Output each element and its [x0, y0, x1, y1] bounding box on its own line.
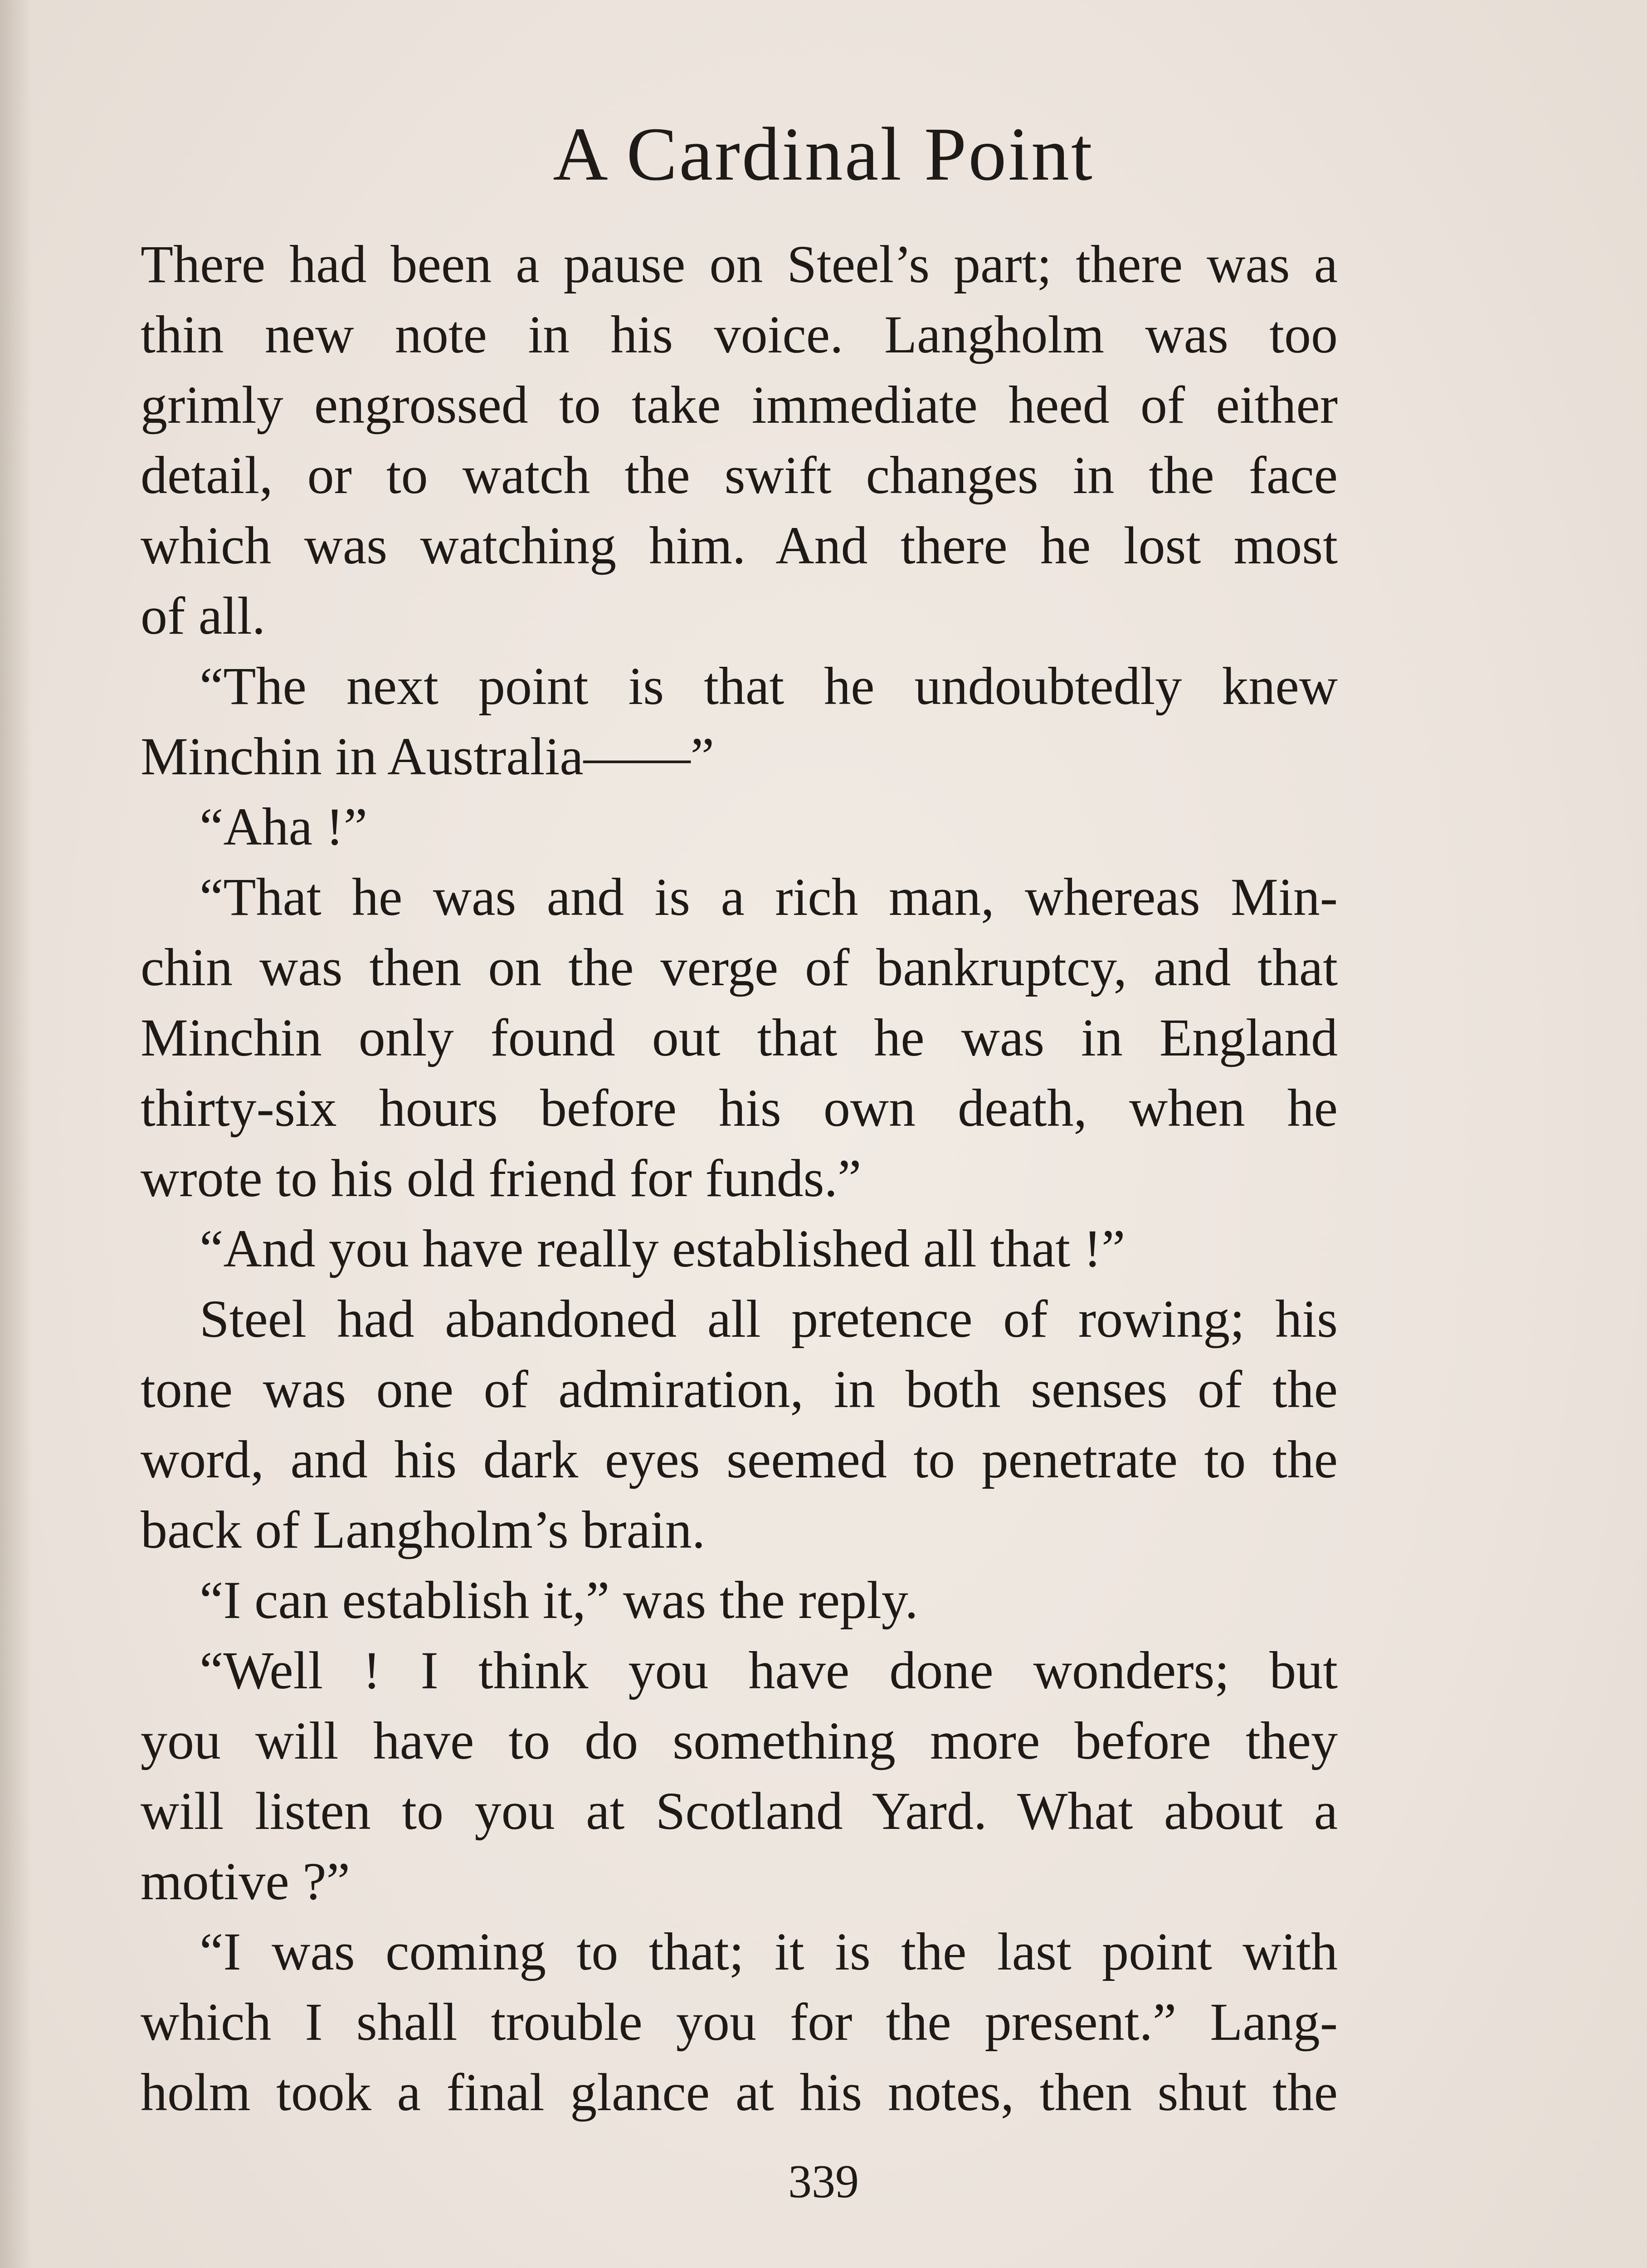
text-line: detail, or to watch the swift changes in the face: [141, 445, 1338, 505]
text-line: wrote to his old friend for funds.”: [141, 1149, 862, 1208]
text-line: “The next point is that he undoubtedly knew: [200, 656, 1338, 716]
text-line: “That he was and is a rich man, whereas Min-: [200, 867, 1338, 927]
text-line: tone was one of admiration, in both senses of the: [141, 1359, 1338, 1419]
text-line: “And you have really established all that !”: [200, 1219, 1126, 1278]
text-line: “I was coming to that; it is the last point with: [200, 1922, 1338, 1981]
text-line: “Aha !”: [200, 797, 368, 856]
text-line: Minchin in Australia——”: [141, 727, 715, 786]
text-line: “I can establish it,” was the reply.: [200, 1570, 918, 1630]
text-line: “Well ! I think you have done wonders; but: [200, 1641, 1338, 1700]
text-line: There had been a pause on Steel’s part; there was a: [141, 235, 1338, 294]
page-gutter-shadow: [0, 0, 32, 2268]
text-line: you will have to do something more before they: [141, 1711, 1338, 1770]
text-line: chin was then on the verge of bankruptcy, and that: [141, 938, 1338, 997]
text-line: motive ?”: [141, 1852, 350, 1911]
page-number: 339: [788, 2156, 859, 2208]
text-line: Minchin only found out that he was in England: [141, 1008, 1338, 1067]
body-text: [141, 229, 1338, 2127]
text-line: back of Langholm’s brain.: [141, 1500, 706, 1559]
text-line: Steel had abandoned all pretence of rowing; his: [200, 1289, 1338, 1349]
text-line: will listen to you at Scotland Yard. What about a: [141, 1781, 1338, 1841]
text-line: grimly engrossed to take immediate heed of either: [141, 375, 1338, 435]
text-line: which was watching him. And there he lost most: [141, 516, 1338, 575]
text-line: which I shall trouble you for the present.” Lang-: [141, 1992, 1338, 2052]
text-line: holm took a final glance at his notes, then shut the: [141, 2063, 1338, 2122]
running-head: A Cardinal Point: [553, 112, 1094, 196]
text-line: of all.: [141, 586, 266, 645]
text-line: thirty-six hours before his own death, when he: [141, 1078, 1338, 1138]
text-line: word, and his dark eyes seemed to penetrate to the: [141, 1430, 1338, 1489]
text-line: thin new note in his voice. Langholm was too: [141, 305, 1338, 364]
